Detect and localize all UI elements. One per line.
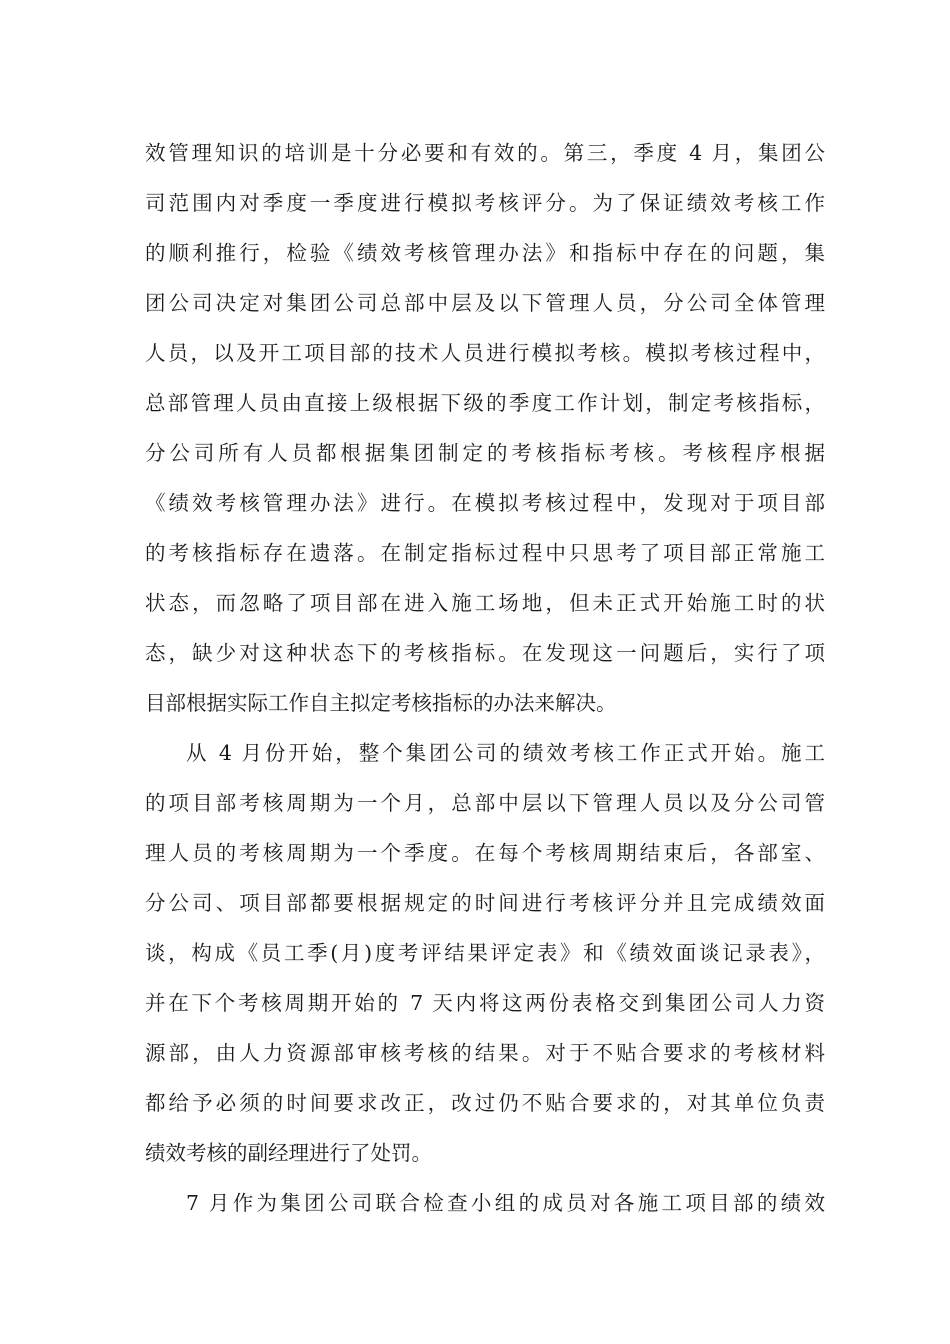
text-line: 状态，而忽略了项目部在进入施工场地，但未正式开始施工时的状 <box>145 591 825 615</box>
text-line: 效管理知识的培训是十分必要和有效的。第三，季度 4 月，集团公 <box>145 141 825 165</box>
text-line: 分公司、项目部都要根据规定的时间进行考核评分并且完成绩效面 <box>145 891 825 915</box>
text-line: 7 月作为集团公司联合检查小组的成员对各施工项目部的绩效 <box>186 1191 825 1215</box>
text-line: 的顺利推行，检验《绩效考核管理办法》和指标中存在的问题，集 <box>145 241 825 265</box>
text-line: 团公司决定对集团公司总部中层及以下管理人员，分公司全体管理 <box>145 291 825 315</box>
text-line: 司范围内对季度一季度进行模拟考核评分。为了保证绩效考核工作 <box>145 191 825 215</box>
text-line: 态，缺少对这种状态下的考核指标。在发现这一问题后，实行了项 <box>145 641 825 665</box>
text-line: 从 4 月份开始，整个集团公司的绩效考核工作正式开始。施工 <box>186 741 825 765</box>
text-line: 都给予必须的时间要求改正，改过仍不贴合要求的，对其单位负责 <box>145 1091 825 1115</box>
text-line: 分公司所有人员都根据集团制定的考核指标考核。考核程序根据 <box>145 441 825 465</box>
paragraph-1 <box>145 128 825 728</box>
text-line: 源部，由人力资源部审核考核的结果。对于不贴合要求的考核材料 <box>145 1041 825 1065</box>
text-line: 谈，构成《员工季(月)度考评结果评定表》和《绩效面谈记录表》， <box>145 941 825 965</box>
text-line: 的项目部考核周期为一个月，总部中层以下管理人员以及分公司管 <box>145 791 825 815</box>
text-line: 总部管理人员由直接上级根据下级的季度工作计划，制定考核指标， <box>145 391 825 415</box>
text-line: 绩效考核的副经理进行了处罚。 <box>145 1141 432 1165</box>
text-line: 并在下个考核周期开始的 7 天内将这两份表格交到集团公司人力资 <box>145 991 825 1015</box>
paragraph-2 <box>145 728 825 1178</box>
text-line: 人员，以及开工项目部的技术人员进行模拟考核。模拟考核过程中， <box>145 341 825 365</box>
text-line: 《绩效考核管理办法》进行。在模拟考核过程中，发现对于项目部 <box>145 491 825 515</box>
text-line: 目部根据实际工作自主拟定考核指标的办法来解决。 <box>145 691 617 715</box>
paragraph-3 <box>145 1178 825 1228</box>
text-line: 的考核指标存在遗落。在制定指标过程中只思考了项目部正常施工 <box>145 541 825 565</box>
text-line: 理人员的考核周期为一个季度。在每个考核周期结束后，各部室、 <box>145 841 825 865</box>
body-text <box>145 128 825 1228</box>
